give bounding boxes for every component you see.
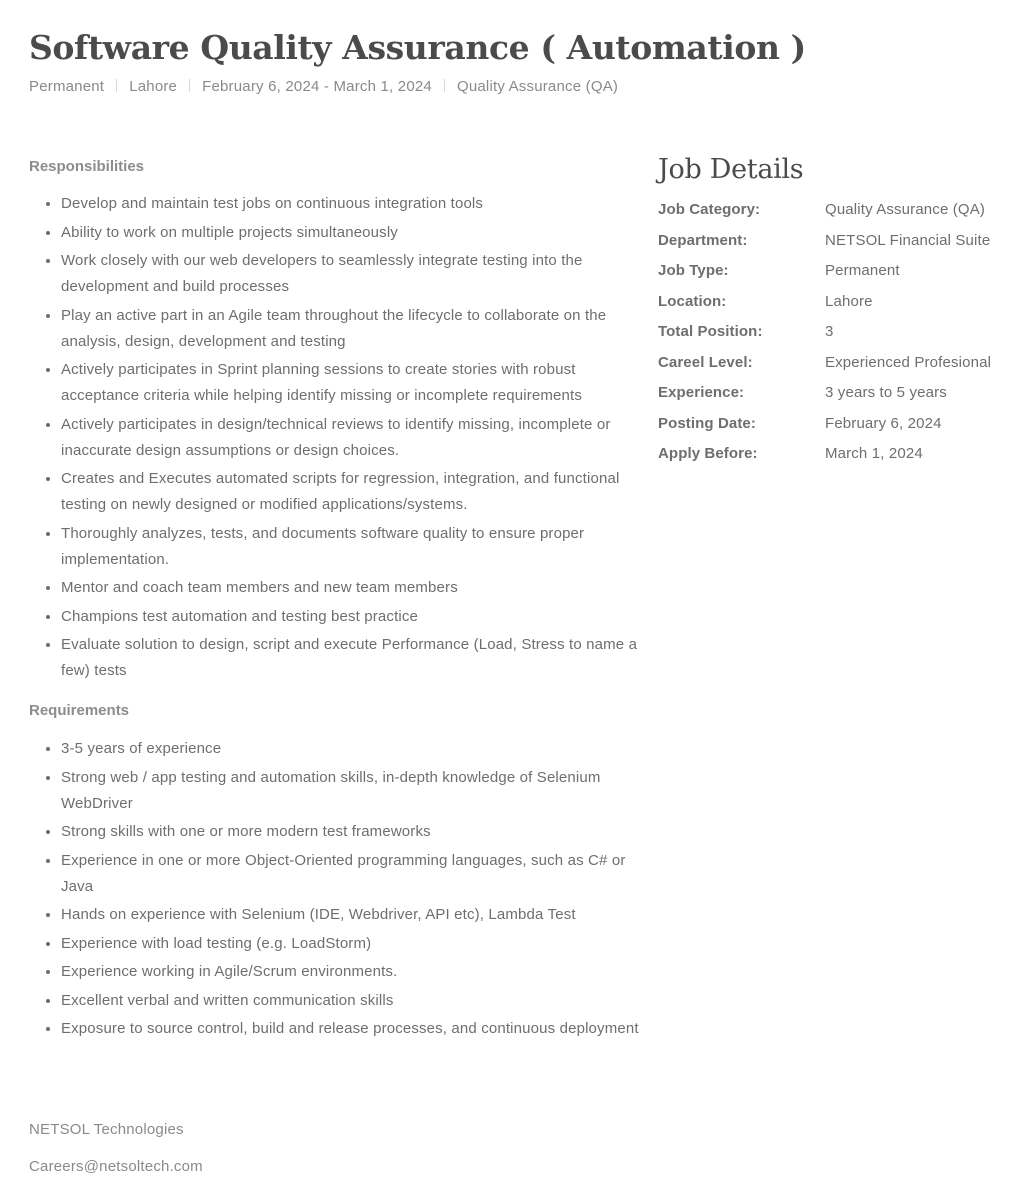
detail-value: Quality Assurance (QA) bbox=[825, 201, 986, 218]
meta-job-type: Permanent bbox=[29, 78, 105, 95]
page-title: Software Quality Assurance ( Automation ) bbox=[29, 28, 806, 67]
job-meta bbox=[29, 78, 618, 95]
meta-category: Quality Assurance (QA) bbox=[456, 78, 619, 95]
list-item: • Strong web / app testing and automation skills, in-depth knowledge of Selenium WebDriver bbox=[61, 765, 639, 817]
detail-value: Permanent bbox=[825, 262, 900, 279]
list-item: • Work closely with our web developers to seamlessly integrate testing into the development and build processes bbox=[61, 248, 639, 300]
meta-divider bbox=[116, 79, 117, 92]
detail-value: NETSOL Financial Suite bbox=[825, 231, 991, 249]
list-item: • Hands on experience with Selenium (IDE, Webdriver, API etc), Lambda Test bbox=[61, 902, 639, 928]
detail-value: 3 bbox=[825, 323, 834, 340]
list-item: • Develop and maintain test jobs on continuous integration tools bbox=[61, 191, 639, 217]
detail-row-apply-before bbox=[658, 443, 1028, 474]
detail-label: Total Position: bbox=[658, 323, 763, 340]
detail-row-posting-date bbox=[658, 413, 1028, 444]
job-details-heading: Job Details bbox=[658, 154, 804, 185]
list-item: • Thoroughly analyzes, tests, and documents software quality to ensure proper implementation. bbox=[61, 521, 639, 573]
detail-value: February 6, 2024 bbox=[825, 414, 942, 432]
list-item: • Ability to work on multiple projects simultaneously bbox=[61, 220, 639, 246]
meta-location: Lahore bbox=[129, 78, 178, 95]
detail-value: 3 years to 5 years bbox=[825, 384, 947, 401]
list-item: • Strong skills with one or more modern test frameworks bbox=[61, 819, 639, 845]
detail-label: Department: bbox=[658, 231, 748, 249]
responsibilities-heading: Responsibilities bbox=[29, 158, 145, 175]
list-item: • Exposure to source control, build and release processes, and continuous deployment bbox=[61, 1016, 639, 1042]
detail-label: Apply Before: bbox=[658, 445, 758, 462]
detail-row-experience bbox=[658, 382, 1028, 413]
detail-label: Posting Date: bbox=[658, 414, 756, 432]
list-item: • Champions test automation and testing best practice bbox=[61, 604, 639, 630]
job-description bbox=[29, 157, 639, 1045]
responsibilities-list bbox=[29, 191, 639, 684]
detail-label: Job Category: bbox=[658, 201, 761, 218]
list-item: • 3-5 years of experience bbox=[61, 736, 639, 762]
meta-divider bbox=[189, 79, 190, 92]
list-item: • Play an active part in an Agile team throughout the lifecycle to collaborate on the analysis, design, development and testing bbox=[61, 303, 639, 355]
list-item: • Evaluate solution to design, script and execute Performance (Load, Stress to name a few) tests bbox=[61, 632, 639, 684]
list-item: • Experience in one or more Object-Oriented programming languages, such as C# or Java bbox=[61, 848, 639, 900]
list-item: • Excellent verbal and written communication skills bbox=[61, 988, 639, 1014]
detail-row-job-category bbox=[658, 199, 1028, 230]
detail-label: Experience: bbox=[658, 384, 745, 401]
job-details-panel bbox=[658, 152, 1028, 474]
list-item: • Actively participates in design/technical reviews to identify missing, incomplete or inaccurate design assumptions or design choices. bbox=[61, 412, 639, 464]
list-item: • Actively participates in Sprint planning sessions to create stories with robust acceptance criteria while helping identify missing or incomplete requirements bbox=[61, 357, 639, 409]
requirements-heading: Requirements bbox=[29, 702, 130, 719]
detail-value: March 1, 2024 bbox=[825, 445, 923, 462]
detail-row-career-level bbox=[658, 352, 1028, 383]
list-item: • Experience with load testing (e.g. LoadStorm) bbox=[61, 931, 639, 957]
detail-value: Experienced Profesional bbox=[825, 353, 992, 371]
company-name: NETSOL Technologies bbox=[29, 1121, 184, 1138]
list-item: • Creates and Executes automated scripts for regression, integration, and functional testing on newly designed or modified applications/systems. bbox=[61, 466, 639, 518]
list-item: • Experience working in Agile/Scrum environments. bbox=[61, 959, 639, 985]
meta-date-range: February 6, 2024 - March 1, 2024 bbox=[202, 78, 432, 95]
detail-row-total-position bbox=[658, 321, 1028, 352]
careers-email-link[interactable]: Careers@netsoltech.com bbox=[29, 1158, 203, 1175]
detail-label: Careel Level: bbox=[658, 353, 753, 371]
detail-value: Lahore bbox=[825, 292, 873, 310]
detail-row-department bbox=[658, 230, 1028, 261]
meta-divider bbox=[444, 79, 445, 92]
contact-footer bbox=[29, 1119, 203, 1178]
detail-row-job-type bbox=[658, 260, 1028, 291]
detail-row-location bbox=[658, 291, 1028, 322]
detail-label: Location: bbox=[658, 292, 727, 310]
requirements-list bbox=[29, 736, 639, 1042]
list-item: • Mentor and coach team members and new team members bbox=[61, 575, 639, 601]
detail-label: Job Type: bbox=[658, 262, 729, 279]
